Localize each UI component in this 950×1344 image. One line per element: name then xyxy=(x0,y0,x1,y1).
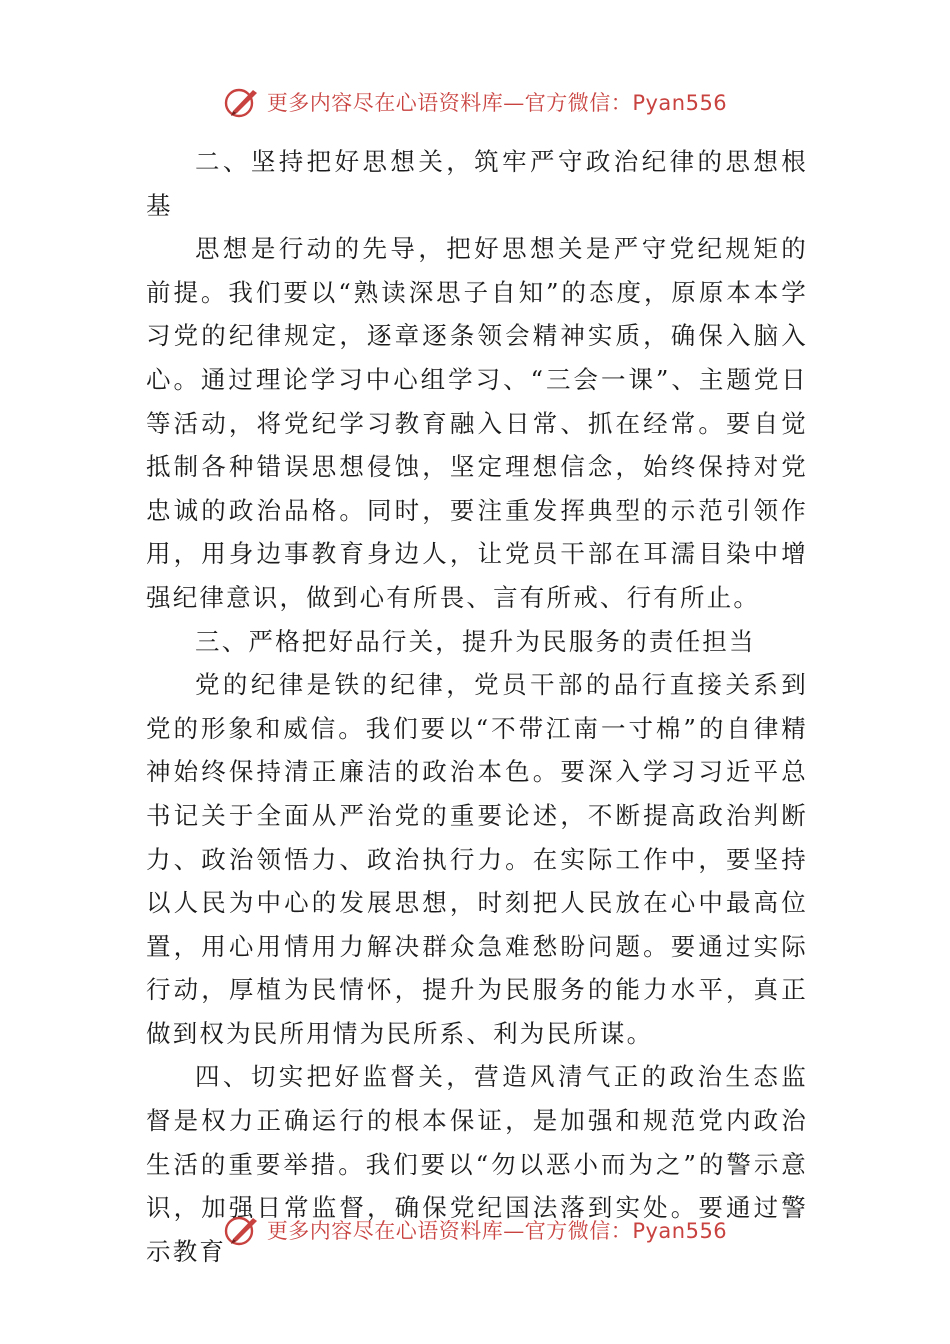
document-body xyxy=(146,140,808,1273)
body-paragraph: 思想是行动的先导，把好思想关是严守党纪规矩的前提。我们要以“熟读深思子自知”的态度，原原本本学习党的纪律规定，逐章逐条领会精神实质，确保入脑入心。通过理论学习中心组学习、“三会一课”、主题党日等活动，将党纪学习教育融入日常、抓在经常。要自觉抵制各种错误思想侵蚀，坚定理想信念，始终保持对党忠诚的政治品格。同时，要注重发挥典型的示范引领作用，用身边事教育身边人，让党员干部在耳濡目染中增强纪律意识，做到心有所畏、言有所戒、行有所止。 xyxy=(146,234,808,612)
pen-circle-logo-icon xyxy=(223,85,261,119)
section-heading-3: 三、严格把好品行关，提升为民服务的责任担当 xyxy=(195,626,756,656)
header-banner-text: 更多内容尽在心语资料库—官方微信：Pyan556 xyxy=(266,91,728,115)
body-paragraph: 党的纪律是铁的纪律，党员干部的品行直接关系到党的形象和威信。我们要以“不带江南一寸棉”的自律精神始终保持清正廉洁的政治本色。要深入学习习近平总书记关于全面从严治党的重要论述，不断提高政治判断力、政治领悟力、政治执行力。在实际工作中，要坚持以人民为中心的发展思想，时刻把人民放在心中最高位置，用心用情用力解决群众急难愁盼问题。要通过实际行动，厚植为民情怀，提升为民服务的能力水平，真正做到权为民所用情为民所系、利为民所谋。 xyxy=(146,670,808,1048)
section-heading-2: 二、坚持把好思想关，筑牢严守政治纪律的思想根基 xyxy=(146,147,808,220)
header-watermark-banner xyxy=(0,82,950,122)
pen-circle-logo-icon xyxy=(223,1213,261,1247)
footer-watermark-banner xyxy=(0,1210,950,1250)
section-heading-4-paragraph: 四、切实把好监督关，营造风清气正的政治生态监督是权力正确运行的根本保证，是加强和规范党内政治生活的重要举措。我们要以“勿以恶小而为之”的警示意识，加强日常监督，确保党纪国法落到实处。要通过警示教育 xyxy=(146,1062,808,1266)
footer-banner-text: 更多内容尽在心语资料库—官方微信：Pyan556 xyxy=(266,1219,728,1243)
